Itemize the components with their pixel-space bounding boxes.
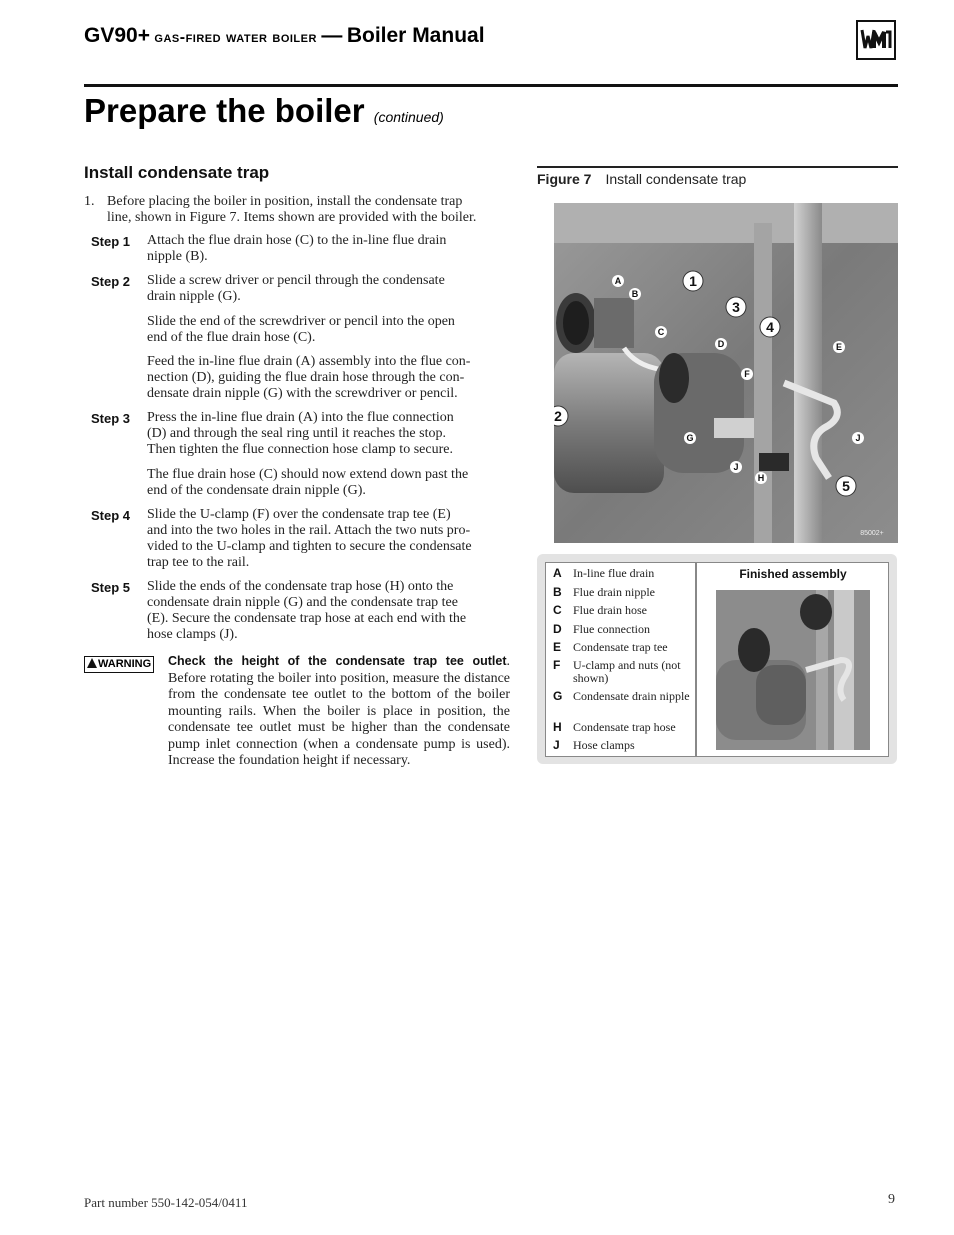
step-2-text-c: [147, 354, 511, 402]
figure-caption-text: Install condensate trap: [605, 171, 747, 187]
text-line: Slide the end of the screwdriver or pencil into the open: [147, 314, 455, 329]
finished-assembly-label: Finished assembly: [739, 567, 847, 581]
callout-e: E: [835, 342, 843, 352]
model-name: GV90+: [84, 24, 150, 47]
warning-body: . Before rotating the boiler into position, measure the distance from the condensate tee outlet to the bottom of the boiler mounting rails. When the boiler is place in position, the condensate tee outlet must be higher than the condensate pump inlet connection (when a condensate pump is used). Increase the foundation height if necessary.: [168, 654, 510, 768]
header-dash: —: [321, 24, 343, 47]
step-3-label: Step 3: [91, 411, 131, 426]
warning-lead: Check the height of the condensate trap tee outlet: [168, 654, 507, 668]
callout-4: 4: [766, 319, 774, 335]
legend-key: E: [553, 640, 562, 654]
callout-2: 2: [554, 408, 562, 424]
callout-b: B: [631, 289, 639, 299]
text-line: end of the condensate drain nipple (G).: [147, 483, 366, 498]
legend-text: Hose clamps: [573, 738, 635, 752]
callout-1: 1: [689, 273, 697, 289]
warning-badge-text: WARNING: [98, 658, 152, 670]
finished-assembly-illustration: [716, 590, 870, 750]
step-2-label: Step 2: [91, 274, 131, 289]
section-heading: Install condensate trap: [84, 163, 270, 182]
step-4-text: [147, 507, 511, 571]
list-number: 1.: [84, 194, 95, 209]
callout-a: A: [614, 276, 622, 286]
callout-d: D: [717, 339, 725, 349]
intro-line-1: Before placing the boiler in position, install the condensate trap: [107, 194, 463, 209]
step-4-label: Step 4: [91, 508, 131, 523]
text-line: (E). Secure the condensate trap hose at each end with the: [147, 611, 467, 626]
intro-paragraph: [107, 194, 511, 226]
text-line: end of the flue drain hose (C).: [147, 330, 316, 345]
text-line: drain nipple (G).: [147, 289, 241, 304]
text-line: Slide a screw driver or pencil through the condensate: [147, 273, 445, 288]
step-1-label: Step 1: [91, 234, 131, 249]
step-5-label: Step 5: [91, 580, 131, 595]
text-line: Attach the flue drain hose (C) to the in-line flue drain: [147, 233, 447, 248]
legend-divider: [695, 562, 697, 757]
legend-key: C: [553, 603, 562, 617]
text-line: condensate drain nipple (G) and the condensate trap tee: [147, 595, 458, 610]
text-line: Slide the U-clamp (F) over the condensate trap tee (E): [147, 507, 451, 522]
figure-caption: [537, 171, 746, 187]
text-line: Then tighten the flue connection hose clamp to secure.: [147, 442, 453, 457]
text-line: Press the in-line flue drain (A) into the flue connection: [147, 410, 454, 425]
legend-key: A: [553, 566, 562, 580]
header-rule: [84, 84, 898, 87]
step-3-text-b: [147, 467, 511, 499]
legend-text: Condensate trap hose: [573, 720, 676, 734]
warning-text: [168, 653, 510, 770]
callout-f: F: [744, 369, 750, 379]
callout-j-left: J: [733, 462, 739, 472]
legend-text: U-clamp and nuts (not shown): [573, 658, 681, 685]
page-number: 9: [888, 1192, 895, 1207]
legend-key: F: [553, 658, 561, 672]
condensate-trap-illustration: [554, 203, 898, 543]
title-continued: (continued): [373, 109, 444, 125]
text-line: Slide the ends of the condensate trap hose (H) onto the: [147, 579, 454, 594]
warning-badge: [84, 656, 154, 673]
legend-text: Flue drain hose: [573, 603, 647, 617]
legend-key: H: [553, 720, 562, 734]
callout-g: G: [686, 433, 694, 443]
text-line: trap tee to the rail.: [147, 555, 250, 570]
step-2-text: [147, 273, 511, 305]
intro-line-2: line, shown in Figure 7. Items shown are provided with the boiler.: [107, 210, 477, 225]
legend-text: Condensate trap tee: [573, 640, 668, 654]
text-line: (D) and through the seal ring until it reaches the stop.: [147, 426, 446, 441]
legend-text: In-line flue drain: [573, 566, 655, 580]
legend-text: Flue connection: [573, 622, 650, 636]
legend-key: B: [553, 585, 562, 599]
page-title: [84, 92, 444, 130]
text-line: hose clamps (J).: [147, 627, 238, 642]
legend-text: Flue drain nipple: [573, 585, 655, 599]
step-5-text: [147, 579, 511, 643]
legend-key: D: [553, 622, 562, 636]
callout-5: 5: [842, 478, 850, 494]
header-subtitle: gas-fired water boiler: [154, 29, 317, 46]
step-1-text: [147, 233, 511, 265]
callout-h: H: [757, 473, 765, 483]
warning-triangle-icon: [87, 658, 97, 668]
text-line: The flue drain hose (C) should now extend down past the: [147, 467, 469, 482]
figure-rule: [537, 166, 898, 168]
legend-key: J: [553, 738, 560, 752]
text-line: Feed the in-line flue drain (A) assembly into the flue con-: [147, 354, 471, 369]
callout-3: 3: [732, 299, 740, 315]
figure-code: 85002+: [860, 530, 884, 537]
step-3-text: [147, 410, 511, 458]
text-line: vided to the U-clamp and tighten to secure the condensate: [147, 539, 472, 554]
text-line: densate drain nipple (G) with the screwdriver or pencil.: [147, 386, 458, 401]
step-2-text-b: [147, 314, 511, 346]
running-header: [84, 24, 485, 48]
title-text: Prepare the boiler: [84, 92, 365, 129]
text-line: nipple (B).: [147, 249, 208, 264]
figure-label: Figure 7: [537, 171, 592, 187]
text-line: nection (D), guiding the flue drain hose through the con-: [147, 370, 465, 385]
legend-key: G: [553, 689, 563, 703]
callout-c: C: [657, 327, 665, 337]
callout-j-right: J: [855, 433, 861, 443]
text-line: and into the two holes in the rail. Attach the two nuts pro-: [147, 523, 471, 538]
header-manual: Boiler Manual: [346, 24, 485, 47]
legend-text: Condensate drain nipple: [573, 689, 690, 703]
weil-mclain-logo: [856, 20, 896, 60]
part-number: Part number 550-142-054/0411: [84, 1195, 248, 1210]
